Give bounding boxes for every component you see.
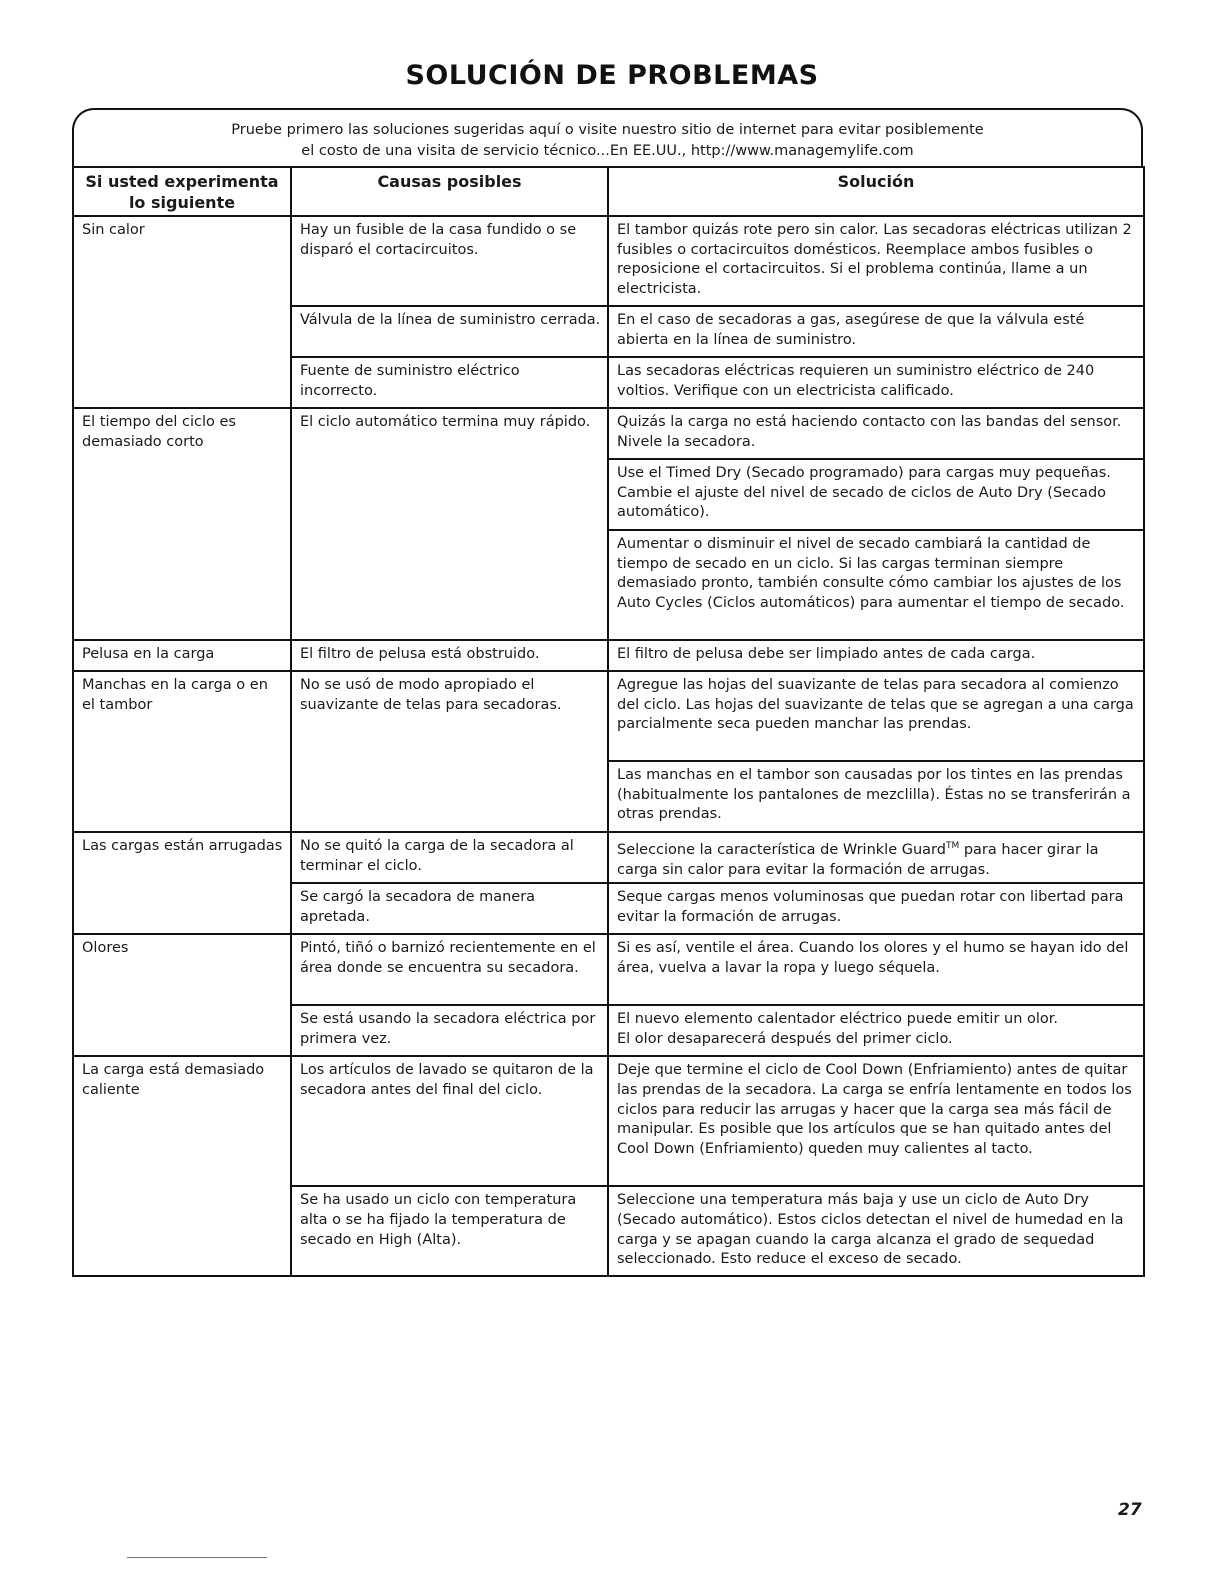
- condition-cell: Sin calor: [73, 216, 291, 408]
- intro-text-line1: Pruebe primero las soluciones sugeridas aquí o visite nuestro sitio de internet para evitar posiblemente: [231, 122, 984, 138]
- solution-line: El nuevo elemento calentador eléctrico puede emitir un olor.: [617, 1011, 1059, 1028]
- condition-cell: La carga está demasiado caliente: [73, 1056, 291, 1276]
- table-row: [73, 832, 1144, 883]
- page-number: 27: [1118, 1500, 1142, 1520]
- cause-cell: No se usó de modo apropiado el suavizante de telas para secadoras.: [291, 671, 608, 832]
- solution-line: El olor desaparecerá después del primer ciclo.: [617, 1030, 953, 1047]
- solution-cell: Use el Timed Dry (Secado programado) para cargas muy pequeñas. Cambie el ajuste del nivel de secado de ciclos de Auto Dry (Secado automático).: [608, 459, 1144, 530]
- page-title: SOLUCIÓN DE PROBLEMAS: [405, 60, 819, 91]
- cause-cell: No se quitó la carga de la secadora al terminar el ciclo.: [291, 832, 608, 883]
- cause-cell: Se ha usado un ciclo con temperatura alta o se ha fijado la temperatura de secado en High (Alta).: [291, 1186, 608, 1276]
- solution-cell: Quizás la carga no está haciendo contacto con las bandas del sensor. Nivele la secadora.: [608, 408, 1144, 459]
- solution-cell: El filtro de pelusa debe ser limpiado antes de cada carga.: [608, 640, 1144, 671]
- solution-cell: Agregue las hojas del suavizante de telas para secadora al comienzo del ciclo. Las hojas del suavizante de telas que se agregan a una carga parcialmente seca pueden manchar las prendas.: [608, 671, 1144, 761]
- condition-cell: Las cargas están arrugadas: [73, 832, 291, 934]
- solution-cell: [608, 832, 1144, 883]
- solution-cell: Las manchas en el tambor son causadas por los tintes en las prendas (habitualmente los pantalones de mezclilla). Éstas no se transferirán a otras prendas.: [608, 761, 1144, 832]
- table-row: [73, 934, 1144, 1005]
- condition-cell: Pelusa en la carga: [73, 640, 291, 671]
- cause-cell: Los artículos de lavado se quitaron de la secadora antes del final del ciclo.: [291, 1056, 608, 1186]
- condition-cell: Olores: [73, 934, 291, 1056]
- cause-cell: Se está usando la secadora eléctrica por primera vez.: [291, 1005, 608, 1056]
- table-row: [73, 671, 1144, 761]
- header-condition-line2: lo siguiente: [128, 193, 236, 212]
- cause-cell: Fuente de suministro eléctrico incorrecto.: [291, 357, 608, 408]
- footer-divider: [127, 1557, 267, 1558]
- solution-cell: En el caso de secadoras a gas, asegúrese de que la válvula esté abierta en la línea de suministro.: [608, 306, 1144, 357]
- table-header-row: [73, 167, 1144, 216]
- condition-cell: El tiempo del ciclo es demasiado corto: [73, 408, 291, 640]
- condition-cell: Manchas en la carga o en el tambor: [73, 671, 291, 832]
- table-row: [73, 640, 1144, 671]
- intro-box: [72, 108, 1143, 166]
- trademark-mark: TM: [945, 841, 960, 851]
- solution-cell: Deje que termine el ciclo de Cool Down (Enfriamiento) antes de quitar las prendas de la secadora. La carga se enfría lentamente en todos los ciclos para reducir las arrugas y hacer que la carga sea más fácil de manipular. Es posible que los artículos que se han quitado antes del Cool Down (Enfriamiento) queden muy calientes al tacto.: [608, 1056, 1144, 1186]
- solution-text: Seleccione la característica de Wrinkle Guard: [617, 841, 946, 858]
- solution-text: para hacer girar la carga sin calor para evitar la formación de arrugas.: [617, 841, 1099, 878]
- intro-text-line2: el costo de una visita de servicio técnico...En EE.UU., http://www.managemylife.com: [301, 143, 914, 159]
- solution-cell: El tambor quizás rote pero sin calor. Las secadoras eléctricas utilizan 2 fusibles o cortacircuitos domésticos. Reemplace ambos fusibles o reposicione el cortacircuitos. Si el problema continúa, llame a un electricista.: [608, 216, 1144, 306]
- solution-cell: Seque cargas menos voluminosas que puedan rotar con libertad para evitar la formación de arrugas.: [608, 883, 1144, 934]
- header-solution: Solución: [608, 167, 1144, 216]
- cause-cell: Pintó, tiñó o barnizó recientemente en el área donde se encuentra su secadora.: [291, 934, 608, 1005]
- cause-cell: Se cargó la secadora de manera apretada.: [291, 883, 608, 934]
- solution-cell: Aumentar o disminuir el nivel de secado cambiará la cantidad de tiempo de secado en un ciclo. Si las cargas terminan siempre demasiado pronto, también consulte cómo cambiar los ajustes de los Auto Cycles (Ciclos automáticos) para aumentar el tiempo de secado.: [608, 530, 1144, 640]
- solution-cell: Las secadoras eléctricas requieren un suministro eléctrico de 240 voltios. Verifique con un electricista calificado.: [608, 357, 1144, 408]
- cause-cell: Hay un fusible de la casa fundido o se disparó el cortacircuitos.: [291, 216, 608, 306]
- cause-cell: Válvula de la línea de suministro cerrada.: [291, 306, 608, 357]
- solution-cell: Seleccione una temperatura más baja y use un ciclo de Auto Dry (Secado automático). Estos ciclos detectan el nivel de humedad en la carga y se apagan cuando la carga alcanza el grado de sequedad seleccionado. Esto reduce el exceso de secado.: [608, 1186, 1144, 1276]
- cause-cell: El ciclo automático termina muy rápido.: [291, 408, 608, 640]
- solution-cell: Si es así, ventile el área. Cuando los olores y el humo se hayan ido del área, vuelva a lavar la ropa y luego séquela.: [608, 934, 1144, 1005]
- table-row: [73, 408, 1144, 459]
- cause-cell: El filtro de pelusa está obstruido.: [291, 640, 608, 671]
- table-row: [73, 216, 1144, 306]
- troubleshooting-table: [72, 166, 1145, 1277]
- header-condition: [73, 167, 291, 216]
- header-causes: Causas posibles: [291, 167, 608, 216]
- solution-cell: [608, 1005, 1144, 1056]
- table-row: [73, 1056, 1144, 1186]
- header-condition-line1: Si usted experimenta: [85, 172, 279, 191]
